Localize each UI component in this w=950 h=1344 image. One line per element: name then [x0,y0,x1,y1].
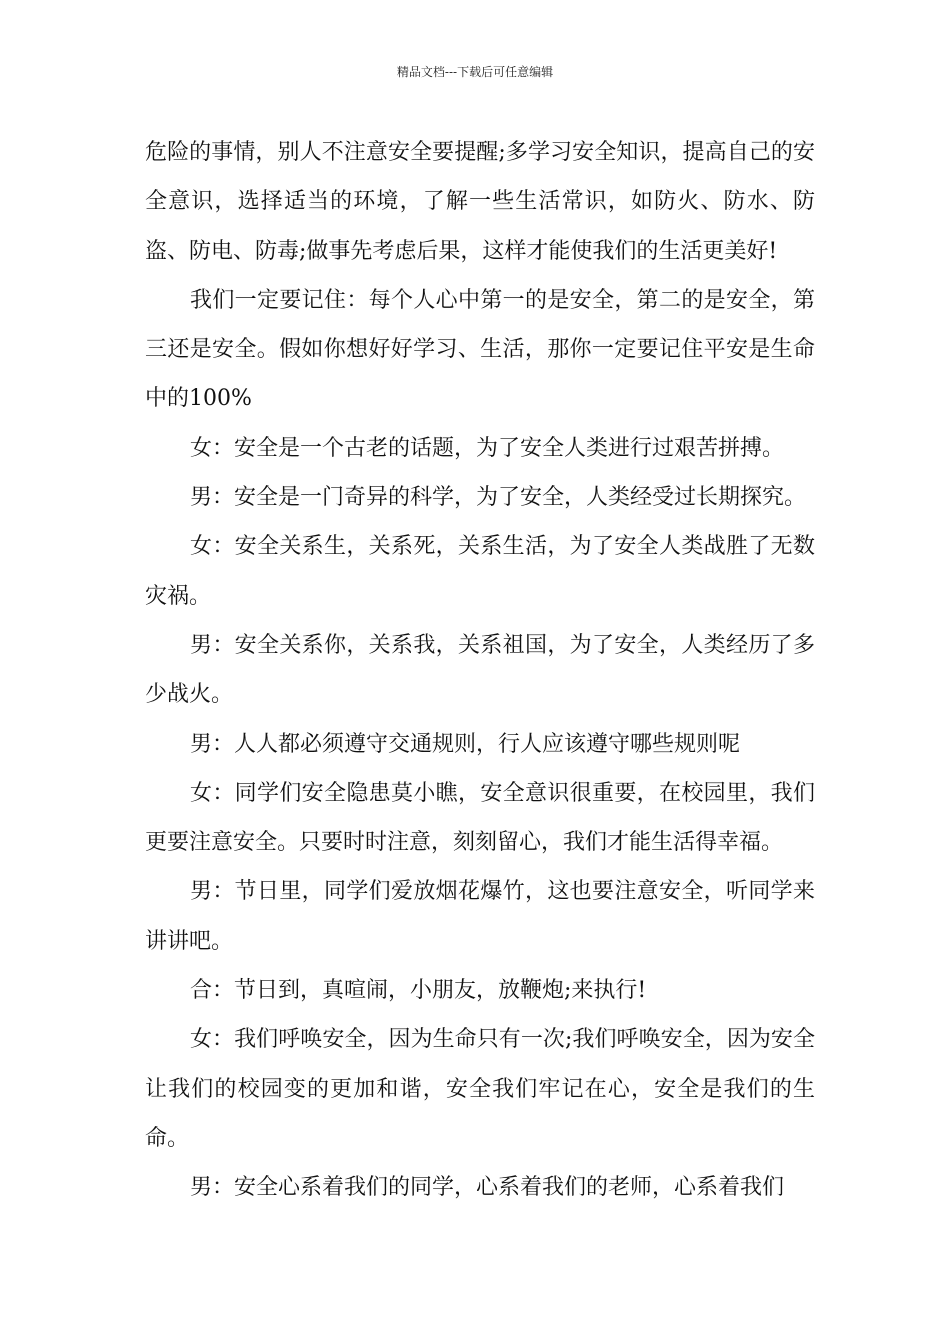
page-header: 精品文档---下载后可任意编辑 [396,65,554,79]
dialogue-line: 男：安全心系着我们的同学，心系着我们的老师，心系着我们 [190,1175,785,1201]
paragraph: 我们一定要记住：每个人心中第一的是安全，第二的是安全，第三还是安全。假如你想好好学习、生活，那你一定要记住平安是生命中的100% [145,287,815,412]
dialogue-line: 合：节日到，真喧闹，小朋友，放鞭炮;来执行! [190,978,647,1004]
dialogue-line: 女：安全关系生，关系死，关系生活，为了安全人类战胜了无数灾祸。 [145,534,815,609]
dialogue-line: 男：安全关系你，关系我，关系祖国，为了安全，人类经历了多少战火。 [145,632,815,708]
document-body [145,128,815,1213]
dialogue-line: 女：我们呼唤安全，因为生命只有一次;我们呼唤安全，因为安全让我们的校园变的更加和谐，安全我们牢记在心，安全是我们的生命。 [145,1027,815,1151]
dialogue-line: 女：安全是一个古老的话题，为了安全人类进行过艰苦拼搏。 [190,435,785,461]
dialogue-line: 女：同学们安全隐患莫小瞧，安全意识很重要，在校园里，我们更要注意安全。只要时时注意，刻刻留心，我们才能生活得幸福。 [145,780,815,856]
dialogue-line: 男：节日里，同学们爱放烟花爆竹，这也要注意安全，听同学来讲讲吧。 [145,879,815,954]
paragraph: 危险的事情，别人不注意安全要提醒;多学习安全知识，提高自己的安全意识，选择适当的环境，了解一些生活常识，如防火、防水、防盗、防电、防毒;做事先考虑后果，这样才能使我们的生活更美好! [145,140,815,264]
dialogue-line: 男：安全是一门奇异的科学，为了安全，人类经受过长期探究。 [190,485,807,511]
dialogue-line: 男：人人都必须遵守交通规则，行人应该遵守哪些规则呢 [190,731,741,757]
